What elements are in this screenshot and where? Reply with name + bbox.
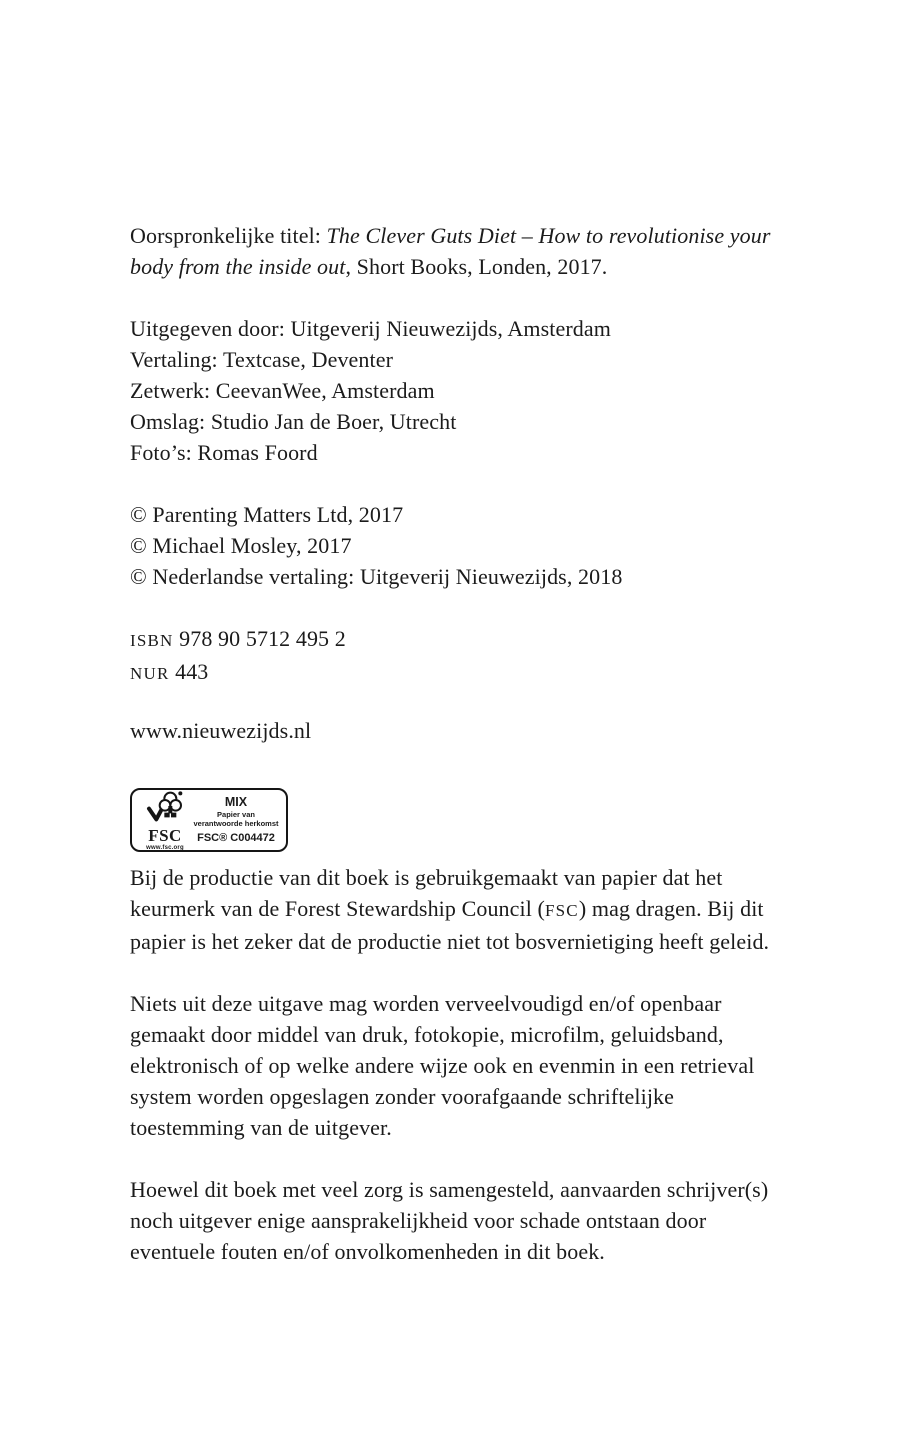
credit-line-translation: Vertaling: Textcase, Deventer bbox=[130, 347, 394, 372]
paper-paragraph-part2: ) mag dragen. Bij dit papier is het zeker dat de productie niet tot bosvernietiging heeft geleid. bbox=[130, 896, 770, 954]
nur-number: 443 bbox=[175, 659, 209, 684]
copyright-line-2: © Michael Mosley, 2017 bbox=[130, 533, 352, 558]
copyright-line-3: © Nederlandse vertaling: Uitgeverij Nieuwezijds, 2018 bbox=[130, 564, 623, 589]
original-title-prefix: Oorspronkelijke titel: bbox=[130, 223, 327, 248]
fsc-url-text: www.fsc.org bbox=[146, 844, 184, 851]
nur-label: NUR bbox=[130, 664, 170, 683]
fsc-brand-text: FSC bbox=[148, 825, 182, 845]
disclaimer-text: Hoewel dit boek met veel zorg is samengesteld, aanvaarden schrijver(s) noch uitgever enige aansprakelijkheid voor schade ontstaan door eventuele fouten en/of onvolkomenheden in dit boek. bbox=[130, 1177, 769, 1264]
colophon-page bbox=[130, 220, 785, 1267]
fsc-license-code: FSC® C004472 bbox=[197, 832, 275, 845]
original-title-suffix: , Short Books, Londen, 2017. bbox=[345, 254, 608, 279]
credit-line-typesetting: Zetwerk: CeevanWee, Amsterdam bbox=[130, 378, 435, 403]
paper-paragraph-part1: Bij de productie van dit boek is gebruikgemaakt van papier dat het keurmerk van de Forest Stewardship Council ( bbox=[130, 865, 723, 921]
copyright-block bbox=[130, 499, 785, 592]
isbn-label: ISBN bbox=[130, 631, 174, 650]
rights-paragraph bbox=[130, 988, 785, 1143]
fsc-label-right bbox=[191, 795, 281, 845]
credits-block bbox=[130, 313, 785, 468]
identifiers-block bbox=[130, 623, 785, 689]
original-title-italic: The Clever Guts Diet – How to revolutionise your body from the inside out bbox=[130, 223, 771, 279]
fsc-grade-text: MIX bbox=[224, 794, 248, 809]
fsc-claim-line-2: verantwoorde herkomst bbox=[193, 818, 279, 828]
isbn-line bbox=[130, 623, 785, 656]
isbn-number: 978 90 5712 495 2 bbox=[179, 626, 346, 651]
credit-line-publisher: Uitgegeven door: Uitgeverij Nieuwezijds, Amsterdam bbox=[130, 316, 611, 341]
paper-certification-paragraph bbox=[130, 862, 785, 957]
rights-text: Niets uit deze uitgave mag worden verveelvoudigd en/of openbaar gemaakt door middel van druk, fotokopie, microfilm, geluidsband, elektronisch of op welke andere wijze ook en evenmin in een retrieval system worden opgeslagen zonder voorafgaande schriftelijke toestemming van de uitgever. bbox=[130, 991, 755, 1140]
copyright-line-1: © Parenting Matters Ltd, 2017 bbox=[130, 502, 404, 527]
fsc-claim-line-1: Papier van bbox=[217, 810, 255, 820]
fsc-label-left bbox=[139, 790, 191, 851]
fsc-certification-label bbox=[130, 788, 288, 852]
credit-line-photos: Foto’s: Romas Foord bbox=[130, 440, 318, 465]
website-block bbox=[130, 715, 785, 746]
nur-line bbox=[130, 656, 785, 689]
credit-line-cover: Omslag: Studio Jan de Boer, Utrecht bbox=[130, 409, 457, 434]
disclaimer-paragraph bbox=[130, 1174, 785, 1267]
original-title-block bbox=[130, 220, 785, 282]
publisher-website: www.nieuwezijds.nl bbox=[130, 718, 312, 743]
original-title-text bbox=[130, 220, 785, 282]
fsc-tree-checkmark-icon bbox=[146, 790, 184, 830]
paper-certification-text bbox=[130, 862, 785, 957]
paper-paragraph-fsc-acronym: FSC bbox=[544, 901, 579, 920]
